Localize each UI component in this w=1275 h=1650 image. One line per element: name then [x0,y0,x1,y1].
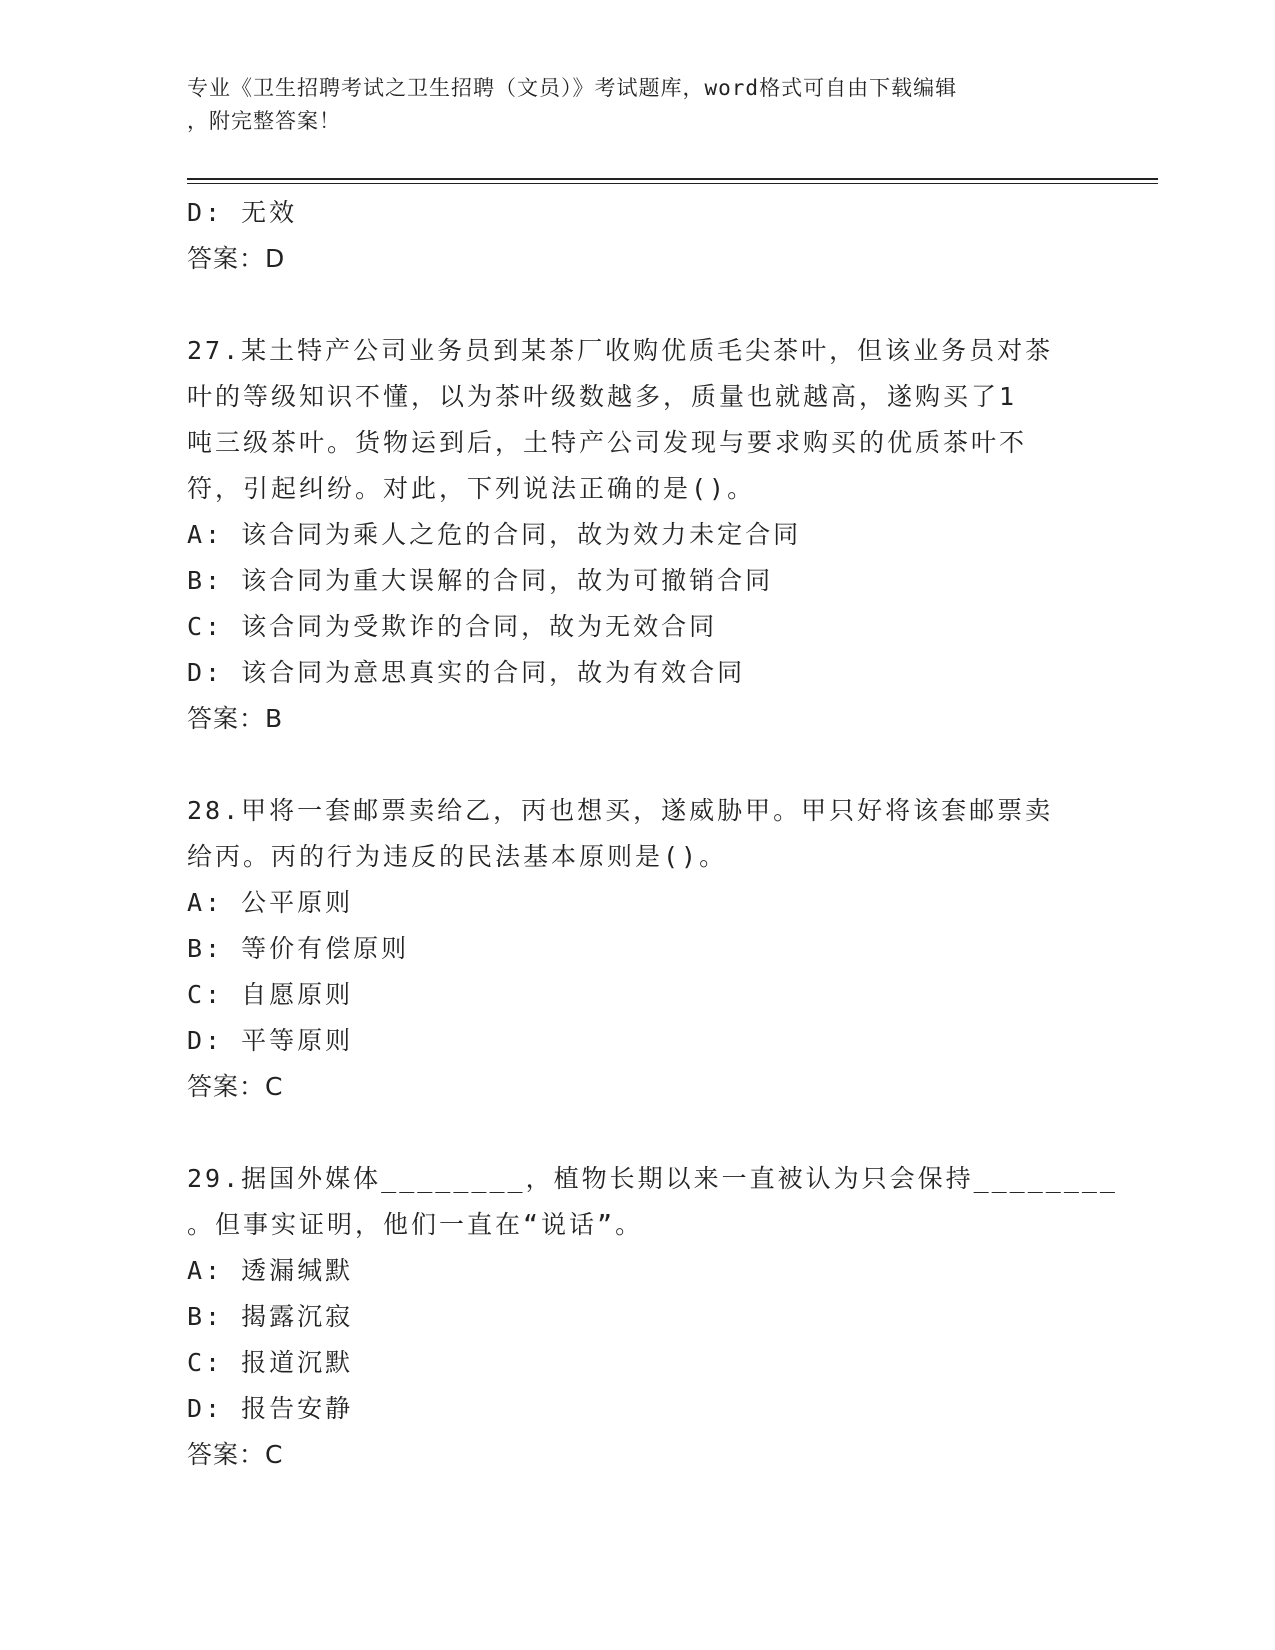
header-line-1: 专业《卫生招聘考试之卫生招聘（文员）》考试题库，word格式可自由下载编辑 [187,76,958,100]
question-line: 给丙。丙的行为违反的民法基本原则是()。 [187,842,728,871]
question-29 [187,1156,1118,1478]
question-line: 28.甲将一套邮票卖给乙，丙也想买，遂威胁甲。甲只好将该套邮票卖 [187,796,1054,825]
question-spacer [187,282,1087,328]
header-divider-thin [187,183,1158,184]
answer-line: 答案：D [187,244,286,273]
question-27 [187,328,1087,742]
option-b: B: 该合同为重大误解的合同，故为可撤销合同 [187,566,774,595]
document-header [187,72,1067,138]
question-line: 符，引起纠纷。对此，下列说法正确的是()。 [187,474,756,503]
option-c: C: 该合同为受欺诈的合同，故为无效合同 [187,612,718,641]
option-d: D: 平等原则 [187,1026,354,1055]
option-a: A: 透漏缄默 [187,1256,354,1285]
question-28 [187,788,1087,1110]
answer-line: 答案：C [187,1440,284,1469]
option-d: D: 无效 [187,198,298,227]
question-text [187,328,1087,512]
question-content [187,190,1118,1478]
question-line: 27.某土特产公司业务员到某茶厂收购优质毛尖茶叶，但该业务员对茶 [187,336,1054,365]
question-line: 叶的等级知识不懂，以为茶叶级数越多，质量也就越高，遂购买了1 [187,382,1018,411]
option-b: B: 等价有偿原则 [187,934,410,963]
previous-question-tail [187,190,1087,282]
question-text [187,1156,1118,1248]
header-line-2: ，附完整答案！ [187,109,341,133]
option-c: C: 报道沉默 [187,1348,354,1377]
answer-line: 答案：C [187,1072,284,1101]
header-divider-thick [187,178,1158,180]
option-b: B: 揭露沉寂 [187,1302,354,1331]
question-spacer [187,742,1087,788]
answer-line: 答案：B [187,704,284,733]
question-line: 吨三级茶叶。货物运到后，土特产公司发现与要求购买的优质茶叶不 [187,428,1028,457]
option-d: D: 报告安静 [187,1394,354,1423]
option-a: A: 公平原则 [187,888,354,917]
option-d: D: 该合同为意思真实的合同，故为有效合同 [187,658,746,687]
option-c: C: 自愿原则 [187,980,354,1009]
option-a: A: 该合同为乘人之危的合同，故为效力未定合同 [187,520,802,549]
question-line: 29.据国外媒体________，植物长期以来一直被认为只会保持________ [187,1164,1118,1193]
question-line: 。但事实证明，他们一直在“说话”。 [187,1210,644,1239]
question-text [187,788,1087,880]
question-spacer [187,1110,1087,1156]
